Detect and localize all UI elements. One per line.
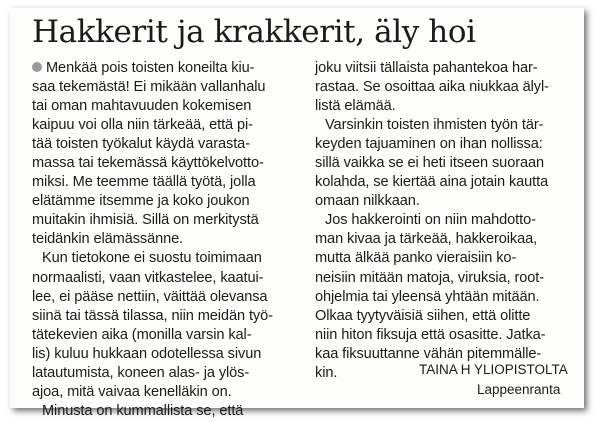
- text-line: miksi. Me teemme täällä työtä, jolla: [32, 174, 256, 191]
- right-column: [315, 59, 577, 383]
- text-line: Minusta on kummallista se, että: [42, 402, 244, 419]
- text-line: mutta älkää panko vieraisiin ko-: [315, 250, 517, 267]
- text-line: lee, ei pääse nettiin, väittää olevansa: [32, 288, 268, 305]
- text-line: kaipuu voi olla niin tärkeää, että pi-: [32, 117, 253, 134]
- signature-name: TAINA H YLIOPISTOLTA: [419, 362, 568, 377]
- text-line: ohjelmia tai yleensä yhtään mitään.: [315, 288, 540, 305]
- text-line: omaan nilkkaan.: [315, 193, 420, 210]
- text-line: tää toisten työkalut käydä varasta-: [32, 136, 250, 153]
- text-line: kaa fiksuuttanne vähän pitemmälle-: [315, 345, 542, 362]
- text-line: massa tai tekemässä käyttökelvotto-: [32, 155, 264, 172]
- text-line: latautumista, koneen alas- ja ylös-: [32, 364, 250, 381]
- text-line: sillä vaikka se ei heti itseen suoraan: [315, 155, 545, 172]
- text-line: muitakin ihmisiä. Sillä on merkitystä: [32, 212, 259, 229]
- text-line: siinä tai tässä tilassa, niin meidän työ-: [32, 307, 273, 324]
- bullet-dot-icon: [32, 62, 42, 72]
- text-line: joku viitsii tällaista pahantekoa har-: [315, 60, 538, 76]
- text-line: teidänkin elämässänne.: [32, 231, 184, 248]
- text-line: ajoa, mitä vaivaa kenelläkin on.: [32, 383, 232, 400]
- text-line: keyden tajuaminen on ihan nollissa:: [315, 136, 543, 153]
- left-column: [32, 59, 294, 421]
- text-line: tätekevien aika (monilla varsin kal-: [32, 326, 252, 343]
- text-line: kolahda, se kiertää aina jotain kautta: [315, 174, 549, 191]
- text-line: listä elämää.: [315, 98, 396, 115]
- text-line: saa tekemästä! Ei mikään vallanhalu: [32, 79, 266, 96]
- text-line: Kun tietokone ei suostu toimimaan: [42, 250, 262, 267]
- text-line: neisiin mitään matoja, viruksia, root-: [315, 269, 544, 286]
- text-line: Jos hakkerointi on niin mahdotto-: [325, 212, 536, 229]
- text-line: tai oman mahtavuuden kokemisen: [32, 98, 252, 115]
- text-line: Varsinkin toisten ihmisten työn tär-: [325, 117, 544, 134]
- signature-city: Lappeenranta: [477, 382, 561, 397]
- text-line: kin.: [315, 364, 338, 381]
- text-line: elätämme itsemme ja koko joukon: [32, 193, 250, 210]
- headline: Hakkerit ja krakkerit, äly hoi: [32, 14, 476, 50]
- text-line: Olkaa tyytyväisiä siihen, että olitte: [315, 307, 531, 324]
- text-line: normaalisti, vaan vitkastelee, kaatui-: [32, 269, 264, 286]
- text-line: niin hiton fiksuja että osasitte. Jatka-: [315, 326, 546, 343]
- text-line: Menkää pois toisten koneilta kiu-: [32, 59, 294, 78]
- text-line: lis) kuluu hukkaan odotellessa sivun: [32, 345, 262, 362]
- newspaper-clipping: [10, 8, 584, 419]
- text-line: rastaa. Se osoittaa aika niukkaa älyl-: [315, 79, 549, 96]
- text-line: man kivaa ja tärkeää, hakkeroikaa,: [315, 231, 538, 248]
